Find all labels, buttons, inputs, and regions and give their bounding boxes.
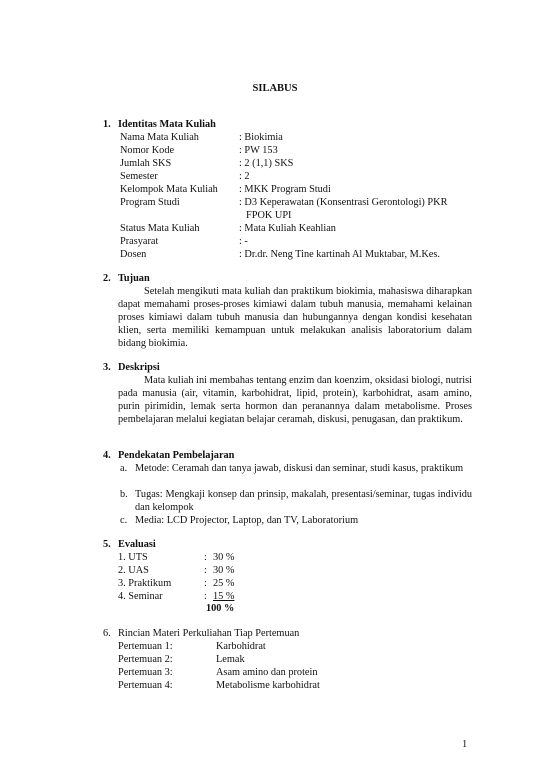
identity-label: Semester — [120, 171, 158, 182]
identity-label: Program Studi — [120, 197, 180, 208]
meeting-topic: Lemak — [216, 654, 245, 665]
meeting-topic: Karbohidrat — [216, 641, 266, 652]
list-marker: a. — [120, 463, 128, 474]
section-title: Rincian Materi Perkuliahan Tiap Pertemuan — [118, 628, 300, 639]
section-number: 5. — [103, 539, 111, 550]
meeting-label: Pertemuan 4: — [118, 680, 173, 691]
meeting-label: Pertemuan 3: — [118, 667, 173, 678]
section-title: Identitas Mata Kuliah — [118, 119, 216, 130]
section-5-heading — [103, 538, 156, 551]
evaluation-value: 25 % — [213, 578, 235, 589]
meeting-label: Pertemuan 2: — [118, 654, 173, 665]
meeting-topic: Asam amino dan protein — [216, 667, 318, 678]
identity-label: Dosen — [120, 249, 147, 260]
identity-label: Nomor Kode — [120, 145, 175, 156]
evaluation-value: 30 % — [213, 552, 235, 563]
list-text: Tugas: Mengkaji konsep dan prinsip, makalah, presentasi/seminar, tugas individu dan kelompok — [135, 489, 472, 513]
evaluation-colon: : — [204, 591, 207, 602]
section-1-heading — [103, 118, 216, 131]
identity-value: : Dr.dr. Neng Tine kartinah Al Muktabar, M.Kes. — [239, 249, 440, 260]
evaluation-label: 1. UTS — [118, 552, 148, 563]
identity-value: : 2 — [239, 171, 250, 182]
evaluation-label: 3. Praktikum — [118, 578, 172, 589]
section-4-heading — [103, 449, 234, 462]
identity-label: Status Mata Kuliah — [120, 223, 200, 234]
identity-value: : Biokimia — [239, 132, 283, 143]
identity-value: : - — [239, 236, 248, 247]
evaluation-colon: : — [204, 578, 207, 589]
evaluation-label: 4. Seminar — [118, 591, 163, 602]
identity-label: Jumlah SKS — [120, 158, 172, 169]
meeting-label: Pertemuan 1: — [118, 641, 173, 652]
identity-label: Nama Mata Kuliah — [120, 132, 199, 143]
section-number: 6. — [103, 628, 111, 639]
evaluation-value: 15 % — [213, 591, 235, 602]
section-number: 2. — [103, 273, 111, 284]
section-2-heading — [103, 272, 150, 285]
evaluation-colon: : — [204, 565, 207, 576]
page-number: 1 — [462, 739, 468, 750]
evaluation-colon: : — [204, 552, 207, 563]
evaluation-total: 100 % — [206, 603, 235, 614]
identity-value: : D3 Keperawatan (Konsentrasi Gerontologi) PKR — [239, 197, 448, 208]
identity-label: Kelompok Mata Kuliah — [120, 184, 218, 195]
document-title: SILABUS — [252, 83, 298, 94]
list-marker: c. — [120, 515, 128, 526]
section-title: Tujuan — [118, 273, 150, 284]
tujuan-paragraph: Setelah mengikuti mata kuliah dan praktikum biokimia, mahasiswa diharapkan dapat memahami proses-proses kimiawi dalam tubuh manusia, memahami kelainan proses kimiawi dalam tubuh manusia dan hubungannya dengan kondisi kesehatan klien, serta memiliki kemampuan untuk melakukan analisis laboratorium dalam bidang biokimia. — [118, 286, 472, 349]
identity-value: : PW 153 — [239, 145, 278, 156]
identity-value-continuation: FPOK UPI — [246, 210, 292, 221]
identity-value: : 2 (1,1) SKS — [239, 158, 294, 169]
list-text: Media: LCD Projector, Laptop, dan TV, Laboratorium — [135, 515, 359, 526]
list-marker: b. — [120, 489, 128, 500]
meeting-topic: Metabolisme karbohidrat — [216, 680, 320, 691]
section-6-heading — [103, 627, 299, 640]
deskripsi-paragraph: Mata kuliah ini membahas tentang enzim dan koenzim, oksidasi biologi, nutrisi pada manusia (air, vitamin, karbohidrat, lipid, protein), karbohidrat, asam amino, purin pirimidin, lemak serta hormon dan peranannya dalam metabolisme. Proses pembelajaran melalui kegiatan belajar ceramah, diskusi, penugasan, dan praktikum. — [118, 375, 472, 425]
section-title: Evaluasi — [118, 539, 156, 550]
evaluation-value: 30 % — [213, 565, 235, 576]
section-number: 4. — [103, 450, 111, 461]
identity-value: : Mata Kuliah Keahlian — [239, 223, 336, 234]
identity-value: : MKK Program Studi — [239, 184, 331, 195]
list-text: Metode: Ceramah dan tanya jawab, diskusi dan seminar, studi kasus, praktikum — [135, 463, 464, 474]
section-title: Pendekatan Pembelajaran — [118, 450, 235, 461]
section-number: 3. — [103, 362, 111, 373]
evaluation-label: 2. UAS — [118, 565, 149, 576]
identity-label: Prasyarat — [120, 236, 159, 247]
section-3-heading — [103, 361, 160, 374]
section-number: 1. — [103, 119, 111, 130]
section-title: Deskripsi — [118, 362, 160, 373]
